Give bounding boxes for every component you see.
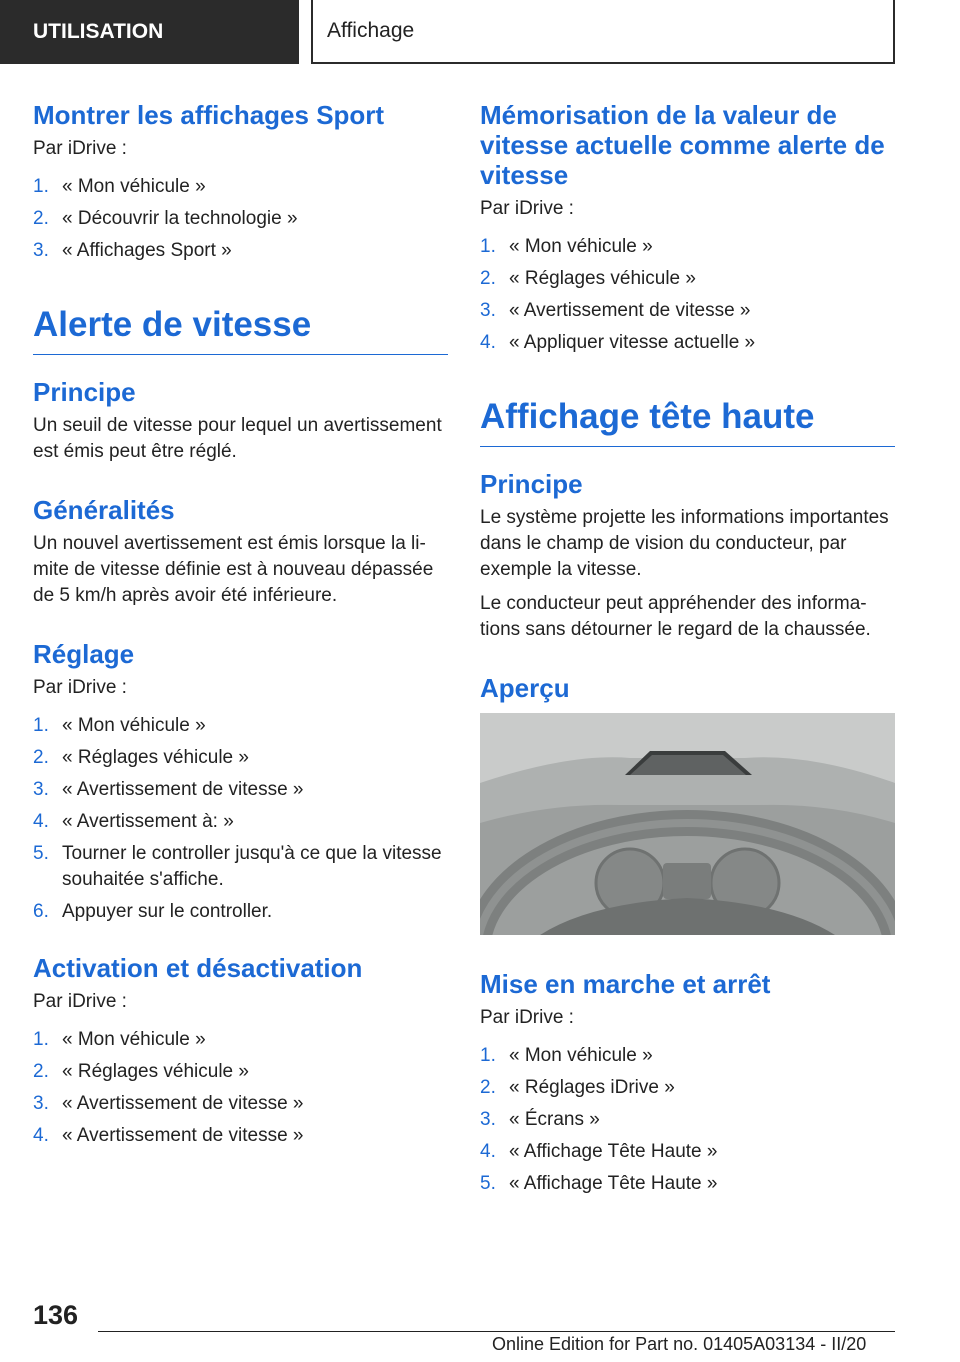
step-text: « Réglages véhicule » (509, 268, 696, 289)
step-item (33, 1059, 448, 1085)
step-number: 3. (33, 779, 49, 800)
step-number: 4. (33, 1125, 49, 1146)
onoff-steps (480, 1043, 895, 1197)
page-number: 136 (33, 1300, 79, 1330)
memorize-steps (480, 234, 895, 356)
step-number: 1. (33, 176, 49, 197)
step-text: « Avertissement de vitesse » (509, 300, 751, 321)
step-item (480, 1075, 895, 1101)
step-number: 2. (480, 268, 496, 289)
step-item (480, 1107, 895, 1133)
step-item (33, 1027, 448, 1053)
step-text: « Réglages véhicule » (62, 747, 249, 768)
step-item (480, 234, 895, 260)
step-text: « Avertissement à: » (62, 811, 234, 832)
step-number: 3. (480, 1109, 496, 1130)
dashboard-illustration-icon (480, 713, 895, 935)
step-number: 1. (480, 236, 496, 257)
step-text: « Affichages Sport » (62, 240, 232, 261)
step-item (33, 1123, 448, 1149)
right-column (480, 100, 895, 1203)
sport-steps (33, 174, 448, 264)
step-text: « Appliquer vitesse actuelle » (509, 332, 756, 353)
step-text: « Mon véhicule » (62, 1029, 206, 1050)
chapter-tab (311, 0, 895, 64)
step-item (33, 777, 448, 803)
step-text: « Mon véhicule » (62, 176, 206, 197)
step-text: « Avertissement de vitesse » (62, 779, 304, 800)
hud-principle-text-2: Le conducteur peut appréhender des informa-tions sans détourner le regard de la chaussée. (480, 593, 871, 640)
step-text: « Mon véhicule » (509, 236, 653, 257)
step-number: 3. (480, 300, 496, 321)
step-item (33, 174, 448, 200)
step-text: « Affichage Tête Haute » (509, 1141, 718, 1162)
hud-principle-heading: Principe (480, 469, 583, 499)
step-number: 1. (33, 1029, 49, 1050)
step-item (33, 745, 448, 771)
setting-heading: Réglage (33, 639, 135, 669)
step-number: 1. (480, 1045, 496, 1066)
step-item (480, 298, 895, 324)
step-number: 2. (33, 208, 49, 229)
step-number: 5. (33, 843, 49, 864)
step-number: 5. (480, 1173, 496, 1194)
step-number: 2. (33, 1061, 49, 1082)
overview-heading: Aperçu (480, 673, 570, 703)
setting-steps (33, 713, 448, 925)
section-label: UTILISATION (33, 20, 164, 43)
general-heading: Généralités (33, 495, 175, 525)
step-number: 2. (480, 1077, 496, 1098)
step-item (480, 1171, 895, 1197)
general-text: Un nouvel avertissement est émis lorsque la li-mite de vitesse définie est à nouveau dépassée de 5 km/h après avoir été inférieure. (33, 533, 434, 606)
onoff-heading: Mise en marche et arrêt (480, 969, 771, 999)
step-item (480, 1139, 895, 1165)
memorize-intro: Par iDrive : (480, 198, 574, 219)
step-number: 3. (33, 1093, 49, 1114)
sport-heading: Montrer les affichages Sport (33, 100, 385, 130)
memorize-heading: Mémorisation de la valeur de vitesse actuelle comme alerte de vitesse (480, 100, 885, 190)
step-item (33, 1091, 448, 1117)
step-item (33, 713, 448, 739)
step-text: « Mon véhicule » (62, 715, 206, 736)
step-text: « Avertissement de vitesse » (62, 1125, 304, 1146)
step-item (33, 899, 448, 925)
step-number: 6. (33, 901, 49, 922)
principle-text: Un seuil de vitesse pour lequel un avertissement est émis peut être réglé. (33, 415, 442, 462)
step-number: 2. (33, 747, 49, 768)
hud-principle-text-1: Le système projette les informations importantes dans le champ de vision du conducteur, par exemple la vitesse. (480, 507, 889, 580)
head-up-display-illustration (480, 713, 895, 935)
setting-intro: Par iDrive : (33, 677, 127, 698)
onoff-intro: Par iDrive : (480, 1007, 574, 1028)
activation-heading: Activation et désactivation (33, 953, 363, 983)
step-item (33, 238, 448, 264)
principle-heading: Principe (33, 377, 136, 407)
step-text: « Affichage Tête Haute » (509, 1173, 718, 1194)
step-number: 3. (33, 240, 49, 261)
step-text: « Découvrir la technologie » (62, 208, 298, 229)
chapter-label: Affichage (327, 19, 415, 42)
step-text: « Réglages iDrive » (509, 1077, 675, 1098)
step-text: Appuyer sur le controller. (62, 901, 273, 922)
step-item (480, 330, 895, 356)
speed-alert-heading: Alerte de vitesse (33, 304, 448, 355)
step-text: « Écrans » (509, 1109, 600, 1130)
left-column (33, 100, 448, 1155)
step-text: « Avertissement de vitesse » (62, 1093, 304, 1114)
hud-heading: Affichage tête haute (480, 396, 895, 447)
activation-intro: Par iDrive : (33, 991, 127, 1012)
sport-intro: Par iDrive : (33, 138, 127, 159)
step-number: 4. (33, 811, 49, 832)
edition-note: Online Edition for Part no. 01405A03134 - II/20 (492, 1334, 867, 1354)
step-number: 1. (33, 715, 49, 736)
step-item (480, 266, 895, 292)
step-item (33, 809, 448, 835)
step-text: « Mon véhicule » (509, 1045, 653, 1066)
section-tab (0, 0, 299, 64)
step-text: Tourner le controller jusqu'à ce que la vitesse souhaitée s'affiche. (62, 843, 442, 890)
step-number: 4. (480, 332, 496, 353)
step-item (480, 1043, 895, 1069)
step-number: 4. (480, 1141, 496, 1162)
step-text: « Réglages véhicule » (62, 1061, 249, 1082)
step-item (33, 206, 448, 232)
activation-steps (33, 1027, 448, 1149)
step-item (33, 841, 448, 893)
